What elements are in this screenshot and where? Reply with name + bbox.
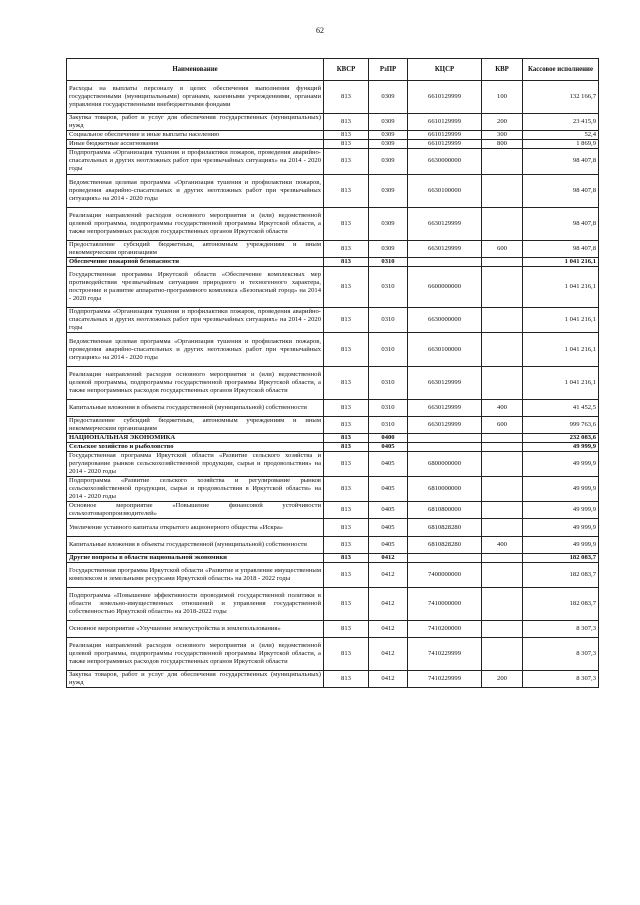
cell-rzpr: 0405 [369, 536, 408, 553]
cell-kcsr: 6810800000 [408, 502, 482, 519]
cell-kvsr: 813 [324, 140, 369, 149]
cell-rzpr: 0309 [369, 131, 408, 140]
cell-kvsr: 813 [324, 519, 369, 536]
cell-sum: 98 407,8 [523, 149, 599, 174]
cell-kcsr: 6630129999 [408, 416, 482, 433]
header-kvr: КВР [482, 59, 523, 81]
cell-rzpr: 0405 [369, 502, 408, 519]
cell-kcsr: 6810000000 [408, 477, 482, 502]
cell-kcsr [408, 443, 482, 452]
cell-kvr [482, 149, 523, 174]
cell-kvr [482, 443, 523, 452]
table-row [67, 536, 599, 553]
table-body [67, 81, 599, 688]
cell-kvr: 200 [482, 114, 523, 131]
cell-rzpr: 0412 [369, 587, 408, 620]
cell-kcsr [408, 433, 482, 442]
cell-sum: 232 083,6 [523, 433, 599, 442]
cell-kvr: 400 [482, 536, 523, 553]
cell-name: Социальное обеспечение и иные выплаты населению [67, 131, 324, 140]
cell-rzpr: 0405 [369, 443, 408, 452]
cell-sum: 132 166,7 [523, 81, 599, 114]
cell-kcsr: 6810828280 [408, 536, 482, 553]
cell-kcsr: 7410229999 [408, 638, 482, 671]
cell-name: Реализация направлений расходов основного мероприятия и (или) ведомственной целевой программы, подпрограммы государственной программы Иркутской области, а также непрограммных расходов государственных органов Иркутской области [67, 638, 324, 671]
cell-kcsr: 6610129999 [408, 81, 482, 114]
cell-kvsr: 813 [324, 553, 369, 562]
cell-kvsr: 813 [324, 174, 369, 207]
cell-kvsr: 813 [324, 207, 369, 240]
cell-kvsr: 813 [324, 267, 369, 308]
cell-rzpr: 0310 [369, 308, 408, 333]
table-row [67, 308, 599, 333]
cell-kcsr: 7410229999 [408, 671, 482, 688]
table-row [67, 416, 599, 433]
cell-name: Подпрограмма «Развитие сельского хозяйства и регулирование рынков сельскохозяйственной продукции, сырья и продовольствия в Иркутской области» на 2014 - 2020 годы [67, 477, 324, 502]
table-row [67, 553, 599, 562]
cell-kvsr: 813 [324, 502, 369, 519]
cell-kvr [482, 638, 523, 671]
table-row [67, 207, 599, 240]
header-sum: Кассовое исполнение [523, 59, 599, 81]
table-row [67, 477, 599, 502]
cell-name: Иные бюджетные ассигнования [67, 140, 324, 149]
cell-kvr [482, 433, 523, 442]
cell-sum: 1 041 216,1 [523, 257, 599, 266]
cell-kvr: 400 [482, 399, 523, 416]
cell-sum: 182 083,7 [523, 587, 599, 620]
table-row [67, 333, 599, 366]
cell-sum: 41 452,5 [523, 399, 599, 416]
cell-rzpr: 0405 [369, 519, 408, 536]
table-row [67, 140, 599, 149]
cell-kvsr: 813 [324, 399, 369, 416]
cell-kvr [482, 257, 523, 266]
cell-sum: 1 041 216,1 [523, 366, 599, 399]
cell-kvsr: 813 [324, 114, 369, 131]
cell-sum: 8 307,3 [523, 638, 599, 671]
table-row [67, 399, 599, 416]
cell-kcsr: 6630129999 [408, 366, 482, 399]
table-row [67, 587, 599, 620]
cell-rzpr: 0309 [369, 240, 408, 257]
cell-rzpr: 0309 [369, 174, 408, 207]
cell-rzpr: 0405 [369, 477, 408, 502]
table-row [67, 174, 599, 207]
cell-kvsr: 813 [324, 257, 369, 266]
cell-kvsr: 813 [324, 81, 369, 114]
cell-sum: 1 041 216,1 [523, 308, 599, 333]
cell-kvsr: 813 [324, 452, 369, 477]
table-row [67, 638, 599, 671]
cell-kvsr: 813 [324, 366, 369, 399]
cell-kvr: 300 [482, 131, 523, 140]
cell-kvsr: 813 [324, 443, 369, 452]
cell-name: Государственная программа Иркутской области «Развитие сельского хозяйства и регулирование рынков сельскохозяйственной продукции, сырья и продовольствия» на 2014 - 2020 годы [67, 452, 324, 477]
cell-name: Капитальные вложения в объекты государственной (муниципальной) собственности [67, 399, 324, 416]
cell-sum: 8 307,3 [523, 671, 599, 688]
cell-kvr [482, 587, 523, 620]
cell-name: Закупка товаров, работ и услуг для обеспечения государственных (муниципальных) нужд [67, 114, 324, 131]
cell-kvr [482, 174, 523, 207]
cell-name: Реализация направлений расходов основного мероприятия и (или) ведомственной целевой программы, подпрограммы государственной программы Иркутской области, а также непрограммных расходов государственных органов Иркутской области [67, 207, 324, 240]
table-row [67, 81, 599, 114]
cell-rzpr: 0400 [369, 433, 408, 442]
cell-kvsr: 813 [324, 536, 369, 553]
table-row [67, 621, 599, 638]
cell-kvr [482, 308, 523, 333]
cell-name: Закупка товаров, работ и услуг для обеспечения государственных (муниципальных) нужд [67, 671, 324, 688]
cell-kvr: 600 [482, 240, 523, 257]
cell-kcsr: 7410000000 [408, 587, 482, 620]
cell-name: НАЦИОНАЛЬНАЯ ЭКОНОМИКА [67, 433, 324, 442]
cell-name: Обеспечение пожарной безопасности [67, 257, 324, 266]
cell-kvr [482, 502, 523, 519]
cell-sum: 182 083,7 [523, 562, 599, 587]
cell-sum: 49 999,9 [523, 502, 599, 519]
header-name: Наименование [67, 59, 324, 81]
table-row [67, 562, 599, 587]
cell-name: Сельское хозяйство и рыболовство [67, 443, 324, 452]
cell-sum: 52,4 [523, 131, 599, 140]
cell-sum: 49 999,9 [523, 519, 599, 536]
cell-name: Расходы на выплаты персоналу в целях обеспечения выполнения функций государственными (муниципальными) органами, казенными учреждениями, органами управления государственными внебюджетными фондами [67, 81, 324, 114]
cell-kcsr: 6630100000 [408, 174, 482, 207]
cell-kvr [482, 621, 523, 638]
table-row [67, 257, 599, 266]
cell-kcsr [408, 257, 482, 266]
table-row [67, 240, 599, 257]
cell-rzpr: 0412 [369, 638, 408, 671]
cell-kcsr: 6630129999 [408, 240, 482, 257]
cell-kvr [482, 519, 523, 536]
cell-kcsr: 6600000000 [408, 267, 482, 308]
cell-kcsr: 6800000000 [408, 452, 482, 477]
cell-kvsr: 813 [324, 671, 369, 688]
cell-kvsr: 813 [324, 308, 369, 333]
cell-name: Предоставление субсидий бюджетным, автономным учреждениям и иным некоммерческим организациям [67, 240, 324, 257]
cell-name: Увеличение уставного капитала открытого акционерного общества «Искра» [67, 519, 324, 536]
cell-kcsr: 6630000000 [408, 149, 482, 174]
cell-kvr: 100 [482, 81, 523, 114]
cell-kvsr: 813 [324, 149, 369, 174]
cell-kcsr: 6630100000 [408, 333, 482, 366]
header-rzpr: РзПР [369, 59, 408, 81]
cell-kvr [482, 267, 523, 308]
cell-rzpr: 0309 [369, 81, 408, 114]
cell-kcsr: 7400000000 [408, 562, 482, 587]
cell-kcsr: 6610129999 [408, 131, 482, 140]
cell-kvr: 800 [482, 140, 523, 149]
cell-kcsr: 6630000000 [408, 308, 482, 333]
cell-rzpr: 0310 [369, 416, 408, 433]
budget-table [66, 58, 599, 688]
table-row [67, 433, 599, 442]
cell-kcsr: 6610129999 [408, 114, 482, 131]
cell-sum: 1 041 216,1 [523, 267, 599, 308]
cell-rzpr: 0405 [369, 452, 408, 477]
cell-sum: 1 041 216,1 [523, 333, 599, 366]
table-row [67, 114, 599, 131]
cell-rzpr: 0310 [369, 399, 408, 416]
cell-kcsr: 6810828280 [408, 519, 482, 536]
cell-name: Подпрограмма «Организация тушения и профилактики пожаров, проведения аварийно-спасательных и других неотложных работ при чрезвычайных ситуациях» на 2014 - 2020 годы [67, 308, 324, 333]
cell-kvsr: 813 [324, 433, 369, 442]
table-row [67, 443, 599, 452]
cell-sum: 8 307,3 [523, 621, 599, 638]
table-header-row [67, 59, 599, 81]
cell-sum: 1 869,9 [523, 140, 599, 149]
cell-kvsr: 813 [324, 333, 369, 366]
cell-rzpr: 0412 [369, 621, 408, 638]
table-row [67, 149, 599, 174]
table-row [67, 267, 599, 308]
cell-kcsr: 6630129999 [408, 399, 482, 416]
cell-kvr: 200 [482, 671, 523, 688]
table-row [67, 452, 599, 477]
cell-kcsr [408, 553, 482, 562]
cell-kvsr: 813 [324, 638, 369, 671]
cell-sum: 49 999,9 [523, 536, 599, 553]
cell-sum: 23 415,9 [523, 114, 599, 131]
cell-name: Предоставление субсидий бюджетным, автономным учреждениям и иным некоммерческим организациям [67, 416, 324, 433]
cell-sum: 98 407,8 [523, 240, 599, 257]
cell-rzpr: 0309 [369, 140, 408, 149]
cell-kvsr: 813 [324, 240, 369, 257]
cell-sum: 999 763,6 [523, 416, 599, 433]
cell-rzpr: 0309 [369, 149, 408, 174]
cell-name: Другие вопросы в области национальной экономики [67, 553, 324, 562]
cell-sum: 182 083,7 [523, 553, 599, 562]
cell-kvsr: 813 [324, 587, 369, 620]
cell-name: Основное мероприятие «Улучшение землеустройства и землепользования» [67, 621, 324, 638]
cell-kvr [482, 207, 523, 240]
cell-kcsr: 7410200000 [408, 621, 482, 638]
header-kcsr: КЦСР [408, 59, 482, 81]
cell-kvr [482, 366, 523, 399]
cell-name: Реализация направлений расходов основного мероприятия и (или) ведомственной целевой программы, подпрограммы государственной программы Иркутской области, а также непрограммных расходов государственных органов Иркутской области [67, 366, 324, 399]
cell-sum: 98 407,8 [523, 207, 599, 240]
cell-rzpr: 0412 [369, 562, 408, 587]
cell-sum: 98 407,8 [523, 174, 599, 207]
cell-rzpr: 0310 [369, 257, 408, 266]
cell-name: Подпрограмма «Организация тушения и профилактики пожаров, проведения аварийно-спасательных и других неотложных работ при чрезвычайных ситуациях» на 2014 - 2020 годы [67, 149, 324, 174]
cell-kcsr: 6610129999 [408, 140, 482, 149]
cell-name: Основное мероприятие «Повышение финансовой устойчивости сельхозтоваропроизводителей» [67, 502, 324, 519]
cell-kvsr: 813 [324, 477, 369, 502]
cell-sum: 49 999,9 [523, 443, 599, 452]
cell-kvr [482, 333, 523, 366]
page-number: 62 [316, 26, 324, 35]
cell-rzpr: 0309 [369, 207, 408, 240]
cell-name: Ведомственная целевая программа «Организация тушения и профилактики пожаров, проведения аварийно-спасательных и других неотложных работ при чрезвычайных ситуациях» на 2014 - 2020 годы [67, 333, 324, 366]
cell-name: Капитальные вложения в объекты государственной (муниципальной) собственности [67, 536, 324, 553]
table-row [67, 131, 599, 140]
cell-rzpr: 0309 [369, 114, 408, 131]
cell-kvr [482, 477, 523, 502]
cell-name: Подпрограмма «Повышение эффективности проводимой государственной политики в области земельно-имущественных отношений и управления государственной собственностью Иркутской области» на 2018-2022 годы [67, 587, 324, 620]
table-row [67, 671, 599, 688]
cell-kvr [482, 452, 523, 477]
cell-name: Государственная программа Иркутской области «Развитие и управление имущественным комплексом и земельными ресурсами Иркутской области» на 2018 - 2022 годы [67, 562, 324, 587]
cell-sum: 49 999,9 [523, 452, 599, 477]
cell-kvsr: 813 [324, 562, 369, 587]
table-row [67, 519, 599, 536]
cell-kvsr: 813 [324, 131, 369, 140]
cell-rzpr: 0310 [369, 366, 408, 399]
cell-kvr: 600 [482, 416, 523, 433]
cell-rzpr: 0412 [369, 553, 408, 562]
cell-rzpr: 0310 [369, 333, 408, 366]
table-row [67, 502, 599, 519]
cell-rzpr: 0310 [369, 267, 408, 308]
cell-name: Ведомственная целевая программа «Организация тушения и профилактики пожаров, проведения аварийно-спасательных и других неотложных работ при чрезвычайных ситуациях» на 2014 - 2020 годы [67, 174, 324, 207]
cell-rzpr: 0412 [369, 671, 408, 688]
table-row [67, 366, 599, 399]
cell-name: Государственная программа Иркутской области «Обеспечение комплексных мер противодействия чрезвычайным ситуациям природного и техногенного характера, построение и развитие аппаратно-программного комплекса «Безопасный город» на 2014 - 2020 годы [67, 267, 324, 308]
cell-kvr [482, 562, 523, 587]
cell-kvsr: 813 [324, 621, 369, 638]
cell-kvsr: 813 [324, 416, 369, 433]
header-kvsr: КВСР [324, 59, 369, 81]
cell-sum: 49 999,9 [523, 477, 599, 502]
cell-kvr [482, 553, 523, 562]
cell-kcsr: 6630129999 [408, 207, 482, 240]
